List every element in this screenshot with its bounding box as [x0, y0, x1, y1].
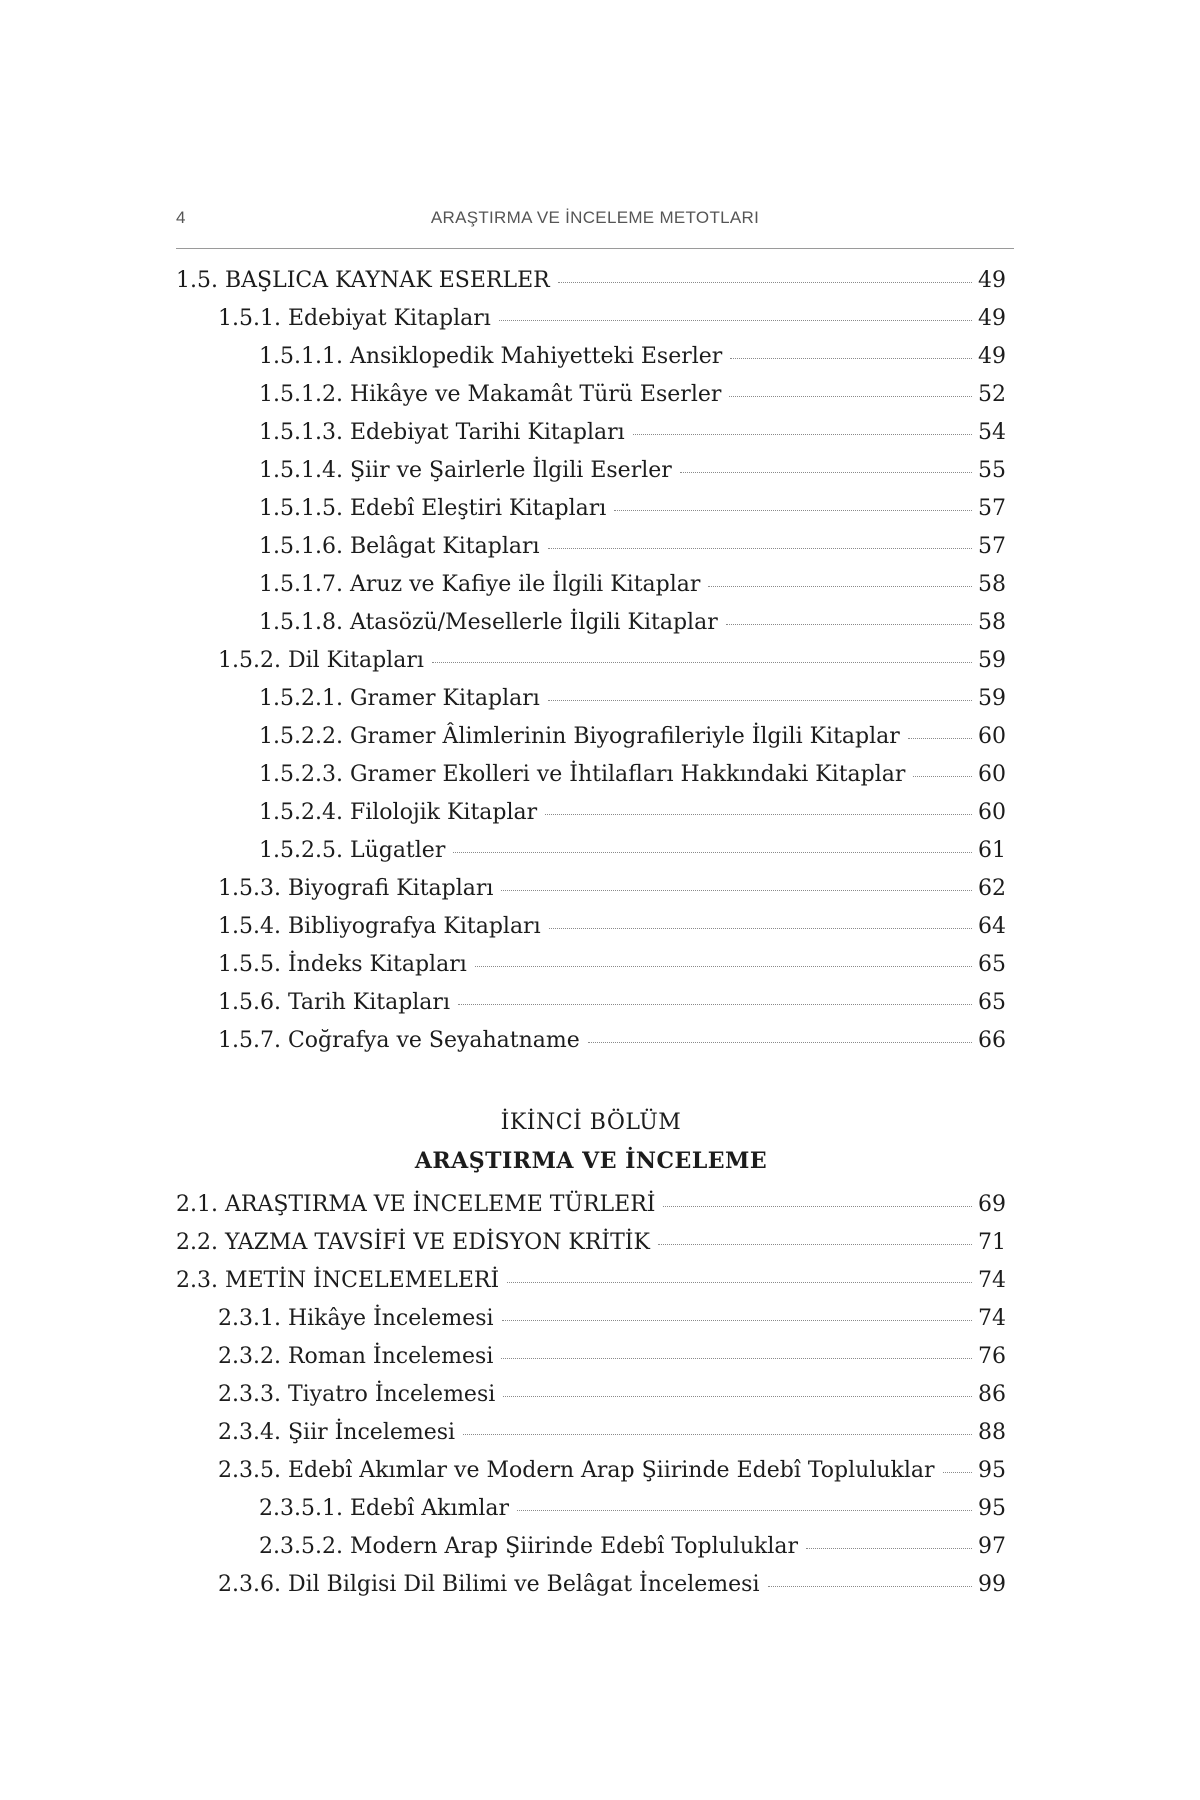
- toc-entry-page: 60: [978, 724, 1006, 749]
- toc-entry-label: 1.5.2.2. Gramer Âlimlerinin Biyografileriyle İlgili Kitaplar: [259, 724, 900, 749]
- table-of-contents: [176, 268, 1006, 1610]
- toc-entry-page: 57: [978, 534, 1006, 559]
- dot-leader: [458, 1004, 972, 1005]
- toc-entry-label: 2.3. METİN İNCELEMELERİ: [176, 1268, 500, 1293]
- dot-leader: [475, 966, 972, 967]
- chapter-number: İKİNCİ BÖLÜM: [500, 1110, 682, 1135]
- dot-leader: [913, 776, 972, 777]
- toc-entry-page: 58: [978, 572, 1006, 597]
- dot-leader: [545, 814, 972, 815]
- dot-leader: [943, 1472, 972, 1473]
- toc-entry-page: 54: [978, 420, 1006, 445]
- toc-entry-label: 1.5.4. Bibliyografya Kitapları: [218, 914, 541, 939]
- toc-entry-page: 59: [978, 686, 1006, 711]
- dot-leader: [453, 852, 972, 853]
- toc-entry-label: 2.3.3. Tiyatro İncelemesi: [218, 1382, 496, 1407]
- toc-entry-page: 52: [978, 382, 1006, 407]
- toc-entry-label: 1.5.2. Dil Kitapları: [218, 648, 424, 673]
- toc-entry-label: 1.5.1.7. Aruz ve Kafiye ile İlgili Kitaplar: [259, 572, 701, 597]
- page-number: 4: [176, 208, 186, 227]
- toc-entry[interactable]: [176, 762, 1006, 800]
- dot-leader: [726, 624, 972, 625]
- toc-entry-page: 49: [978, 268, 1006, 293]
- toc-entry-page: 62: [978, 876, 1006, 901]
- toc-entry[interactable]: [176, 990, 1006, 1028]
- toc-entry-label: 2.3.5. Edebî Akımlar ve Modern Arap Şiirinde Edebî Topluluklar: [218, 1458, 935, 1483]
- toc-entry-page: 49: [978, 344, 1006, 369]
- dot-leader: [658, 1244, 972, 1245]
- toc-entry[interactable]: [176, 838, 1006, 876]
- toc-entry-label: 1.5.1.1. Ansiklopedik Mahiyetteki Eserler: [259, 344, 723, 369]
- toc-entry-label: 2.1. ARAŞTIRMA VE İNCELEME TÜRLERİ: [176, 1192, 656, 1217]
- toc-entry[interactable]: [176, 306, 1006, 344]
- dot-leader: [517, 1510, 972, 1511]
- toc-entry-label: 2.3.1. Hikâye İncelemesi: [218, 1306, 494, 1331]
- dot-leader: [432, 662, 972, 663]
- chapter-title: ARAŞTIRMA VE İNCELEME: [414, 1148, 768, 1174]
- toc-entry-page: 74: [978, 1268, 1006, 1293]
- toc-entry-label: 1.5.1.4. Şiir ve Şairlerle İlgili Eserler: [259, 458, 672, 483]
- toc-entry-label: 1.5.1.6. Belâgat Kitapları: [259, 534, 540, 559]
- toc-entry[interactable]: [176, 914, 1006, 952]
- toc-entry-page: 66: [978, 1028, 1006, 1053]
- toc-entry[interactable]: [176, 1192, 1006, 1230]
- toc-entry-page: 60: [978, 800, 1006, 825]
- dot-leader: [729, 396, 972, 397]
- toc-entry-label: 1.5.2.3. Gramer Ekolleri ve İhtilafları Hakkındaki Kitaplar: [259, 762, 906, 787]
- toc-entry-label: 1.5.3. Biyografi Kitapları: [218, 876, 494, 901]
- dot-leader: [463, 1434, 972, 1435]
- toc-entry[interactable]: [176, 1230, 1006, 1268]
- dot-leader: [908, 738, 972, 739]
- toc-entry-page: 86: [978, 1382, 1006, 1407]
- dot-leader: [501, 890, 972, 891]
- toc-entry-page: 55: [978, 458, 1006, 483]
- toc-entry-page: 60: [978, 762, 1006, 787]
- dot-leader: [663, 1206, 972, 1207]
- toc-entry-page: 95: [978, 1458, 1006, 1483]
- toc-entry-label: 1.5.1.2. Hikâye ve Makamât Türü Eserler: [259, 382, 722, 407]
- toc-entry-label: 1.5. BAŞLICA KAYNAK ESERLER: [176, 268, 550, 293]
- toc-entry-label: 1.5.2.4. Filolojik Kitaplar: [259, 800, 538, 825]
- dot-leader: [708, 586, 972, 587]
- chapter-heading: [176, 1104, 1006, 1180]
- toc-entry-page: 65: [978, 990, 1006, 1015]
- toc-entry-page: 58: [978, 610, 1006, 635]
- toc-entry[interactable]: [176, 1306, 1006, 1344]
- dot-leader: [507, 1282, 972, 1283]
- toc-entry-page: 88: [978, 1420, 1006, 1445]
- toc-entry-page: 65: [978, 952, 1006, 977]
- toc-entry-label: 1.5.5. İndeks Kitapları: [218, 952, 467, 977]
- toc-entry[interactable]: [176, 876, 1006, 914]
- toc-entry-page: 99: [978, 1572, 1006, 1597]
- toc-entry[interactable]: [176, 496, 1006, 534]
- toc-entry-page: 76: [978, 1344, 1006, 1369]
- running-head: ARAŞTIRMA VE İNCELEME METOTLARI: [430, 208, 760, 227]
- dot-leader: [768, 1586, 973, 1587]
- dot-leader: [549, 928, 972, 929]
- page-header: [176, 208, 1014, 249]
- dot-leader: [633, 434, 972, 435]
- toc-entry-label: 1.5.1.5. Edebî Eleştiri Kitapları: [259, 496, 607, 521]
- toc-entry-page: 64: [978, 914, 1006, 939]
- toc-entry[interactable]: [176, 1534, 1006, 1572]
- dot-leader: [502, 1320, 972, 1321]
- toc-entry-label: 1.5.2.1. Gramer Kitapları: [259, 686, 540, 711]
- dot-leader: [548, 548, 972, 549]
- toc-entry[interactable]: [176, 1028, 1006, 1066]
- toc-entry[interactable]: [176, 1420, 1006, 1458]
- toc-entry[interactable]: [176, 572, 1006, 610]
- dot-leader: [588, 1042, 972, 1043]
- toc-entry[interactable]: [176, 1496, 1006, 1534]
- toc-entry-label: 1.5.6. Tarih Kitapları: [218, 990, 450, 1015]
- toc-entry-page: 95: [978, 1496, 1006, 1521]
- toc-entry-page: 97: [978, 1534, 1006, 1559]
- toc-entry[interactable]: [176, 1382, 1006, 1420]
- toc-entry-page: 49: [978, 306, 1006, 331]
- toc-entry[interactable]: [176, 534, 1006, 572]
- toc-entry[interactable]: [176, 800, 1006, 838]
- toc-entry-label: 2.3.6. Dil Bilgisi Dil Bilimi ve Belâgat İncelemesi: [218, 1572, 760, 1597]
- toc-entry[interactable]: [176, 648, 1006, 686]
- toc-entry[interactable]: [176, 1344, 1006, 1382]
- toc-entry-label: 2.3.4. Şiir İncelemesi: [218, 1420, 456, 1445]
- toc-entry-page: 71: [978, 1230, 1006, 1255]
- dot-leader: [558, 282, 972, 283]
- toc-entry[interactable]: [176, 1268, 1006, 1306]
- dot-leader: [730, 358, 972, 359]
- toc-entry[interactable]: [176, 724, 1006, 762]
- dot-leader: [501, 1358, 972, 1359]
- toc-entry-label: 1.5.1.8. Atasözü/Mesellerle İlgili Kitaplar: [259, 610, 718, 635]
- toc-entry-label: 2.3.2. Roman İncelemesi: [218, 1344, 494, 1369]
- toc-entry[interactable]: [176, 686, 1006, 724]
- toc-entry[interactable]: [176, 268, 1006, 306]
- toc-entry-label: 1.5.1.3. Edebiyat Tarihi Kitapları: [259, 420, 625, 445]
- toc-entry-page: 69: [978, 1192, 1006, 1217]
- toc-entry[interactable]: [176, 1572, 1006, 1610]
- toc-entry[interactable]: [176, 1458, 1006, 1496]
- toc-entry-label: 1.5.7. Coğrafya ve Seyahatname: [218, 1028, 580, 1053]
- toc-entry-label: 1.5.1. Edebiyat Kitapları: [218, 306, 491, 331]
- dot-leader: [499, 320, 972, 321]
- toc-entry[interactable]: [176, 420, 1006, 458]
- toc-entry-page: 57: [978, 496, 1006, 521]
- toc-entry-page: 59: [978, 648, 1006, 673]
- toc-entry[interactable]: [176, 382, 1006, 420]
- toc-entry-page: 74: [978, 1306, 1006, 1331]
- dot-leader: [503, 1396, 972, 1397]
- dot-leader: [614, 510, 972, 511]
- toc-entry[interactable]: [176, 952, 1006, 990]
- dot-leader: [680, 472, 972, 473]
- dot-leader: [806, 1548, 972, 1549]
- dot-leader: [548, 700, 972, 701]
- toc-entry-label: 2.3.5.2. Modern Arap Şiirinde Edebî Topluluklar: [259, 1534, 799, 1559]
- toc-entry[interactable]: [176, 344, 1006, 382]
- toc-entry-label: 2.3.5.1. Edebî Akımlar: [259, 1496, 510, 1521]
- toc-entry[interactable]: [176, 610, 1006, 648]
- toc-entry-label: 2.2. YAZMA TAVSİFİ VE EDİSYON KRİTİK: [176, 1230, 650, 1255]
- toc-entry-page: 61: [978, 838, 1006, 863]
- toc-entry[interactable]: [176, 458, 1006, 496]
- toc-entry-label: 1.5.2.5. Lügatler: [259, 838, 446, 863]
